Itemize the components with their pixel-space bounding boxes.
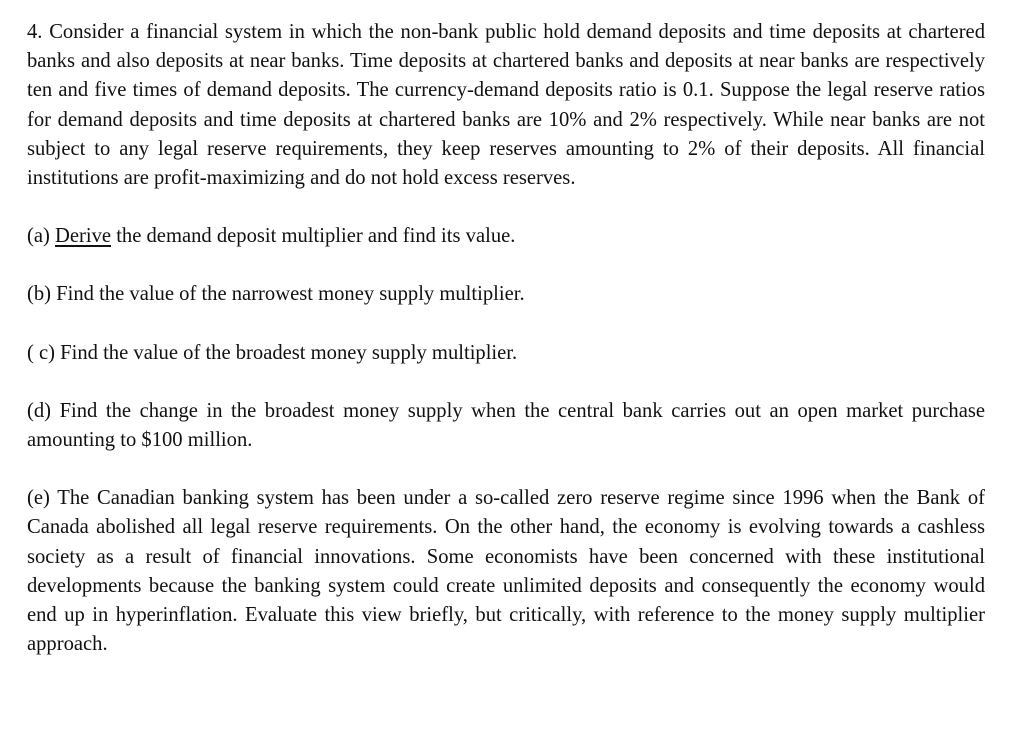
problem-intro-text: Consider a financial system in which the non-bank public hold demand deposits and time deposits at chartered banks and also deposits at near banks. Time deposits at chartered banks and deposits at near banks are respectively ten and five times of demand deposits. The currency-demand deposits ratio is 0.1. Suppose the legal reserve ratios for demand deposits and time deposits at chartered banks are 10% and 2% respectively. While near banks are not subject to any legal reserve requirements, they keep reserves amounting to 2% of their deposits. All financial institutions are profit-maximizing and do not hold excess reserves. — [27, 21, 985, 190]
question-d-label: (d) — [27, 399, 52, 422]
question-a-label: (a) — [27, 225, 50, 248]
problem-intro-paragraph — [27, 18, 985, 193]
question-e-text: The Canadian banking system has been under a so-called zero reserve regime since 1996 when the Bank of Canada abolished all legal reserve requirements. On the other hand, the economy is evolving towards a cashless society as a result of financial innovations. Some economists have been concerned with these institutional developments because the banking system could create unlimited deposits and consequently the economy would end up in hyperinflation. Evaluate this view briefly, but critically, with reference to the money supply multiplier approach. — [27, 487, 986, 656]
question-b-text: Find the value of the narrowest money supply multiplier. — [56, 283, 525, 306]
question-b-label: (b) — [27, 283, 52, 306]
question-c — [27, 339, 985, 368]
question-c-text: Find the value of the broadest money supply multiplier. — [60, 341, 518, 364]
question-b — [27, 280, 985, 309]
question-e — [27, 484, 985, 659]
question-e-label: (e) — [27, 487, 50, 510]
question-c-label: ( c) — [27, 341, 56, 364]
question-d — [27, 397, 985, 455]
question-a-text: the demand deposit multiplier and find its value. — [116, 225, 516, 248]
document-body — [27, 18, 985, 688]
question-a — [27, 222, 985, 251]
question-d-text: Find the change in the broadest money supply when the central bank carries out an open market purchase amounting to $100 million. — [27, 399, 985, 452]
problem-number: 4. — [27, 21, 43, 43]
question-a-underlined-word: Derive — [55, 225, 112, 248]
